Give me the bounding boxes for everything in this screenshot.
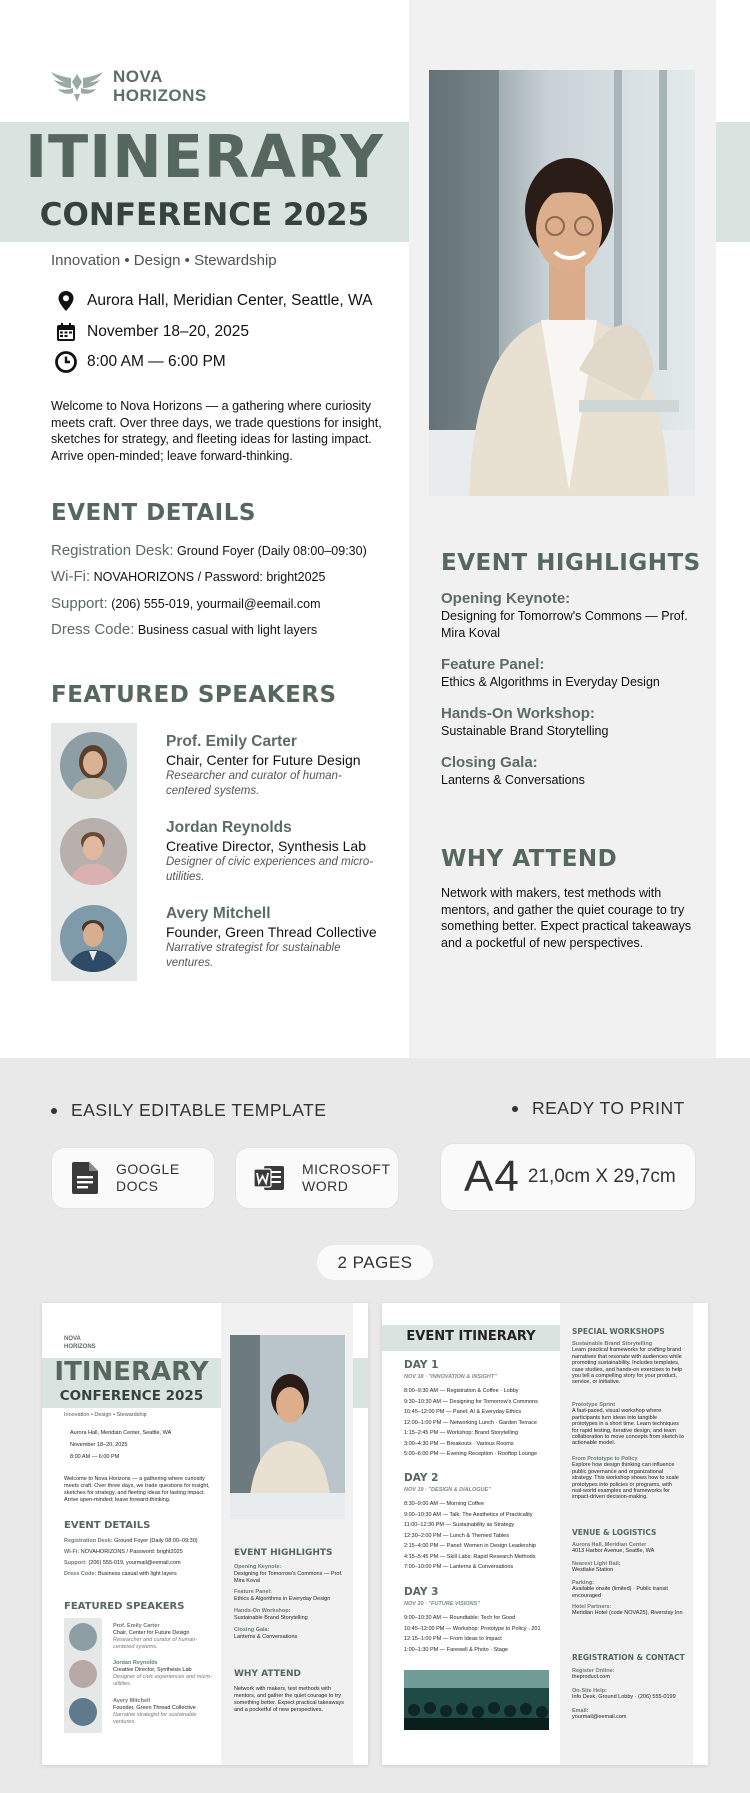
thumb-welcome: Welcome to Nova Horizons — a gathering where curiosity meets craft. Over three days, we trade questions for insight, sketches for strategy, and fleeting ideas for lasting impact. Arrive open-minded; leave forward-thinking. [64, 1476, 210, 1503]
thumb-time: 8:00 AM — 6:00 PM [70, 1454, 120, 1460]
time-text: 8:00 AM — 6:00 PM [87, 353, 226, 370]
schedule-row: 11:00–12:30 PM — Sustainability as Strategy [404, 1522, 515, 1528]
feature-print-label: READY TO PRINT [532, 1098, 685, 1118]
thumb2-venue-key: Nearest Light Rail: [572, 1561, 621, 1567]
page-title: ITINERARY [25, 122, 384, 191]
thumb-highlight-value: Lanterns & Conversations [234, 1634, 298, 1640]
thumb2-contact-key: Register Online: [572, 1668, 615, 1674]
schedule-row: 1:00–1:30 PM — Farewell & Photo · Stage [404, 1646, 508, 1653]
tagline: Innovation • Design • Stewardship [51, 252, 277, 269]
detail-value: NOVAHORIZONS / Password: bright2025 [93, 570, 326, 584]
calendar-icon [55, 321, 77, 343]
thumb-detail-1 [64, 1538, 198, 1545]
speaker-role: Creative Director, Synthesis Lab [166, 838, 366, 854]
thumb-brand-line2: HORIZONS [64, 1344, 96, 1350]
thumb-detail-2 [64, 1549, 183, 1556]
thumb-avatar-2 [69, 1660, 97, 1688]
thumb2-contact-key: On-Site Help: [572, 1688, 607, 1694]
thumb2-contact-value: yourmail@eemail.com [572, 1714, 627, 1721]
detail-support [51, 595, 321, 612]
bullet-dot [51, 1108, 57, 1114]
thumb2-audience-photo [404, 1670, 549, 1730]
thumb-brand [64, 1335, 96, 1351]
speaker-card-2 [166, 818, 386, 885]
schedule-row: 10:45–12:00 PM — Workshop: Prototype to Policy · 201 [404, 1625, 541, 1632]
speaker-avatar-2 [60, 818, 127, 885]
thumb2-venue-key: Parking: [572, 1580, 595, 1586]
thumb2-title: EVENT ITINERARY [406, 1329, 536, 1344]
bullet-dot [512, 1106, 518, 1112]
schedule-row: 10:45–12:00 PM — Panel: AI & Everyday Ethics [404, 1409, 522, 1415]
thumb2-workshops-heading: SPECIAL WORKSHOPS [572, 1327, 665, 1336]
feature-editable-label: EASILY EDITABLE TEMPLATE [71, 1100, 327, 1120]
thumb2-workshop-key: From Prototype to Policy [572, 1456, 638, 1462]
speaker-avatar-3 [60, 905, 127, 972]
thumb-detail-value: (206) 555-019, yourmail@eemail.com [88, 1560, 181, 1566]
thumb-dates: November 18–20, 2025 [70, 1442, 128, 1448]
thumb-speaker-2 [113, 1660, 213, 1688]
speaker-card-1 [166, 732, 386, 799]
schedule-row: 9:00–10:30 AM — Roundtable: Tech for Good [404, 1615, 516, 1621]
thumb2-venue-value: Available onsite (limited) · Public transit encouraged [572, 1586, 668, 1599]
speaker-description: Narrative strategist for sustainable ventures. [166, 942, 341, 969]
thumb2-day2-title: DAY 2 [404, 1472, 439, 1484]
thumb2-contact-value: theproduct.com [572, 1674, 610, 1681]
google-docs-label-line2: DOCS [116, 1178, 159, 1194]
thumb-speaker-name: Jordan Reynolds [113, 1660, 158, 1666]
schedule-row: 7:00–10:00 PM — Lanterns & Conversations [404, 1564, 514, 1570]
why-attend-text: Network with makers, test methods with mentors, and gather the quiet courage to try something better. Expect practical takeaways and a pocketful of new perspectives. [441, 886, 692, 950]
highlight-value: Lanterns & Conversations [441, 773, 585, 787]
thumb2-day1-theme: NOV 18 · "INNOVATION & INSIGHT" [404, 1374, 497, 1380]
thumb-speaker-desc: Narrative strategist for sustainable ventures. [113, 1712, 197, 1725]
featured-speakers-heading: FEATURED SPEAKERS [51, 682, 337, 708]
hero-photo [429, 70, 695, 496]
schedule-row: 2:15–4:00 PM — Panel: Women in Design Leadership [404, 1543, 536, 1549]
highlight-value: Sustainable Brand Storytelling [441, 724, 609, 738]
thumb-highlight-key: Feature Panel: [234, 1589, 272, 1595]
thumb-detail-key: Dress Code: [64, 1571, 97, 1577]
thumb2-workshop-value: A fast-paced, visual workshop where participants turn ideas into tangible prototypes in a short time. Learn techniques for rapid testing, iterative design, and team collaboration to move concepts from sketch to actionable model. [572, 1408, 684, 1447]
thumb2-venue-1 [572, 1542, 684, 1555]
detail-key: Dress Code: [51, 621, 135, 638]
thumb-speaker-role: Chair, Center for Future Design [113, 1630, 190, 1636]
detail-value: (206) 555-019, yourmail@eemail.com [111, 597, 321, 611]
brand-logo [49, 66, 207, 106]
speaker-avatar-1 [60, 732, 127, 799]
why-attend-heading: WHY ATTEND [441, 846, 618, 872]
detail-key: Wi-Fi: [51, 568, 91, 585]
speaker-description: Researcher and curator of human-centered systems. [166, 770, 342, 797]
thumb2-day1-schedule [404, 1386, 554, 1460]
page-1-thumbnail[interactable] [42, 1303, 368, 1765]
google-docs-label [116, 1161, 214, 1195]
thumb2-venue-3 [572, 1580, 684, 1599]
speaker-name: Avery Mitchell [166, 905, 271, 922]
highlight-key: Closing Gala: [441, 754, 538, 771]
microsoft-word-card[interactable] [235, 1147, 399, 1209]
location-text: Aurora Hall, Meridian Center, Seattle, WA [87, 292, 373, 309]
thumb-speaker-desc: Researcher and curator of human-centered systems. [113, 1637, 198, 1650]
brand-name-line2: HORIZONS [113, 86, 207, 105]
dates-text: November 18–20, 2025 [87, 323, 250, 340]
thumb2-workshop-1 [572, 1341, 684, 1386]
thumb-detail-3 [64, 1560, 181, 1567]
thumb-title: ITINERARY [54, 1357, 209, 1387]
event-highlights-heading: EVENT HIGHLIGHTS [441, 550, 701, 576]
thumb-avatar-3 [69, 1698, 97, 1726]
schedule-row: 12:00–1:00 PM — Networking Lunch · Garden Terrace [404, 1419, 537, 1426]
thumb-detail-key: Support: [64, 1560, 87, 1566]
thumb-highlight-4 [234, 1627, 346, 1641]
event-details-heading: EVENT DETAILS [51, 500, 256, 526]
schedule-row: 1:15–2:45 PM — Workshop: Brand Storytelling [404, 1430, 518, 1436]
thumb2-day3-schedule [404, 1613, 554, 1655]
schedule-row: 9:00–10:30 AM — Talk: The Aesthetics of Practicality [404, 1511, 533, 1518]
thumb-highlight-1 [234, 1564, 346, 1585]
thumb-detail-4 [64, 1571, 177, 1578]
microsoft-word-label [302, 1161, 398, 1195]
thumb-speakers-heading: FEATURED SPEAKERS [64, 1601, 185, 1612]
highlight-value: Ethics & Algorithms in Everyday Design [441, 675, 660, 689]
highlight-feature-panel [441, 655, 696, 691]
thumb2-day3-title: DAY 3 [404, 1586, 439, 1598]
speaker-card-3 [166, 904, 386, 971]
thumb2-day3-theme: NOV 20 · "FUTURE VISIONS" [404, 1601, 480, 1607]
thumb2-contact-3 [572, 1708, 684, 1721]
thumb-subtitle: CONFERENCE 2025 [59, 1388, 204, 1404]
speaker-description: Designer of civic experiences and micro-utilities. [166, 856, 374, 883]
word-icon [254, 1164, 284, 1192]
paper-size-card [440, 1143, 696, 1211]
title-band-edge [716, 122, 750, 242]
highlight-closing-gala [441, 753, 696, 789]
thumb-why-text: Network with makers, test methods with mentors, and gather the quiet courage to try something better. Expect practical takeaways and a pocketful of new perspectives. [234, 1686, 345, 1713]
thumb-title-band-edge [353, 1358, 368, 1408]
speaker-role: Founder, Green Thread Collective [166, 924, 377, 940]
highlight-key: Hands-On Workshop: [441, 705, 595, 722]
schedule-row: 5:00–6:00 PM — Evening Reception · Rooftop Lounge [404, 1451, 538, 1457]
schedule-row: 12:15–1:00 PM — From Ideas to Impact [404, 1636, 502, 1642]
thumb2-venue-heading: VENUE & LOGISTICS [572, 1528, 657, 1537]
paper-format: A4 [464, 1152, 520, 1201]
highlight-key: Feature Panel: [441, 656, 545, 673]
thumb2-venue-key: Hotel Partners: [572, 1604, 612, 1610]
schedule-row: 9:30–10:30 AM — Designing for Tomorrow's Commons [404, 1398, 538, 1405]
thumb-highlight-value: Ethics & Algorithms in Everyday Design [234, 1596, 331, 1602]
page-2-thumbnail[interactable] [382, 1303, 708, 1765]
page-subtitle: CONFERENCE 2025 [39, 197, 370, 233]
thumb2-workshop-key: Sustainable Brand Storytelling [572, 1341, 653, 1347]
thumb2-venue-value: Westlake Station [572, 1567, 614, 1574]
thumb-detail-value: NOVAHORIZONS / Password: bright2025 [80, 1549, 183, 1555]
thumb-brand-line1: NOVA [64, 1336, 81, 1342]
thumb-speaker-name: Avery Mitchell [113, 1698, 151, 1704]
thumb2-workshop-3 [572, 1456, 684, 1501]
detail-registration [51, 542, 367, 559]
detail-value: Business casual with light layers [137, 623, 318, 637]
thumb-tagline: Innovation • Design • Stewardship [64, 1412, 147, 1418]
thumb2-workshop-2 [572, 1402, 684, 1447]
feature-editable [51, 1100, 326, 1121]
paper-dimensions: 21,0cm X 29,7cm [527, 1166, 676, 1187]
speaker-name: Prof. Emily Carter [166, 733, 297, 750]
thumb-highlight-key: Closing Gala: [234, 1627, 270, 1633]
thumb-detail-value: Business casual with light layers [97, 1571, 177, 1577]
detail-key: Registration Desk: [51, 542, 174, 559]
schedule-row: 12:30–2:00 PM — Lunch & Themed Tables [404, 1532, 509, 1539]
thumb-speaker-role: Creative Director, Synthesis Lab [113, 1667, 192, 1673]
pages-count-pill: 2 PAGES [317, 1245, 433, 1280]
thumb-highlights-heading: EVENT HIGHLIGHTS [234, 1548, 333, 1558]
welcome-paragraph: Welcome to Nova Horizons — a gathering where curiosity meets craft. Over three days, we trade questions for insight, sketches for strategy, and fleeting ideas for lasting impact. Arrive open-minded; leave forward-thinking. [51, 399, 382, 463]
highlight-workshop [441, 704, 696, 740]
thumb2-contact-2 [572, 1688, 684, 1701]
schedule-row: 3:00–4:30 PM — Breakouts · Various Rooms [404, 1440, 514, 1447]
clock-icon [55, 351, 77, 373]
feature-print [512, 1098, 685, 1119]
thumb-why-heading: WHY ATTEND [234, 1669, 302, 1679]
thumb2-contact-1 [572, 1668, 684, 1681]
thumb2-workshop-value: Learn practical frameworks for crafting brand narratives that resonate with audiences while promoting sustainability. Includes templates, case studies, and hands-on exercises to help you tell a compelling story for your product, service, or initiative. [572, 1347, 683, 1386]
detail-wifi [51, 568, 325, 585]
brand-name-line1: NOVA [113, 67, 163, 86]
dates-row [55, 321, 249, 343]
thumb-speaker-desc: Designer of civic experiences and micro-utilities. [113, 1674, 213, 1687]
time-row [55, 351, 226, 373]
microsoft-word-label-line1: MICROSOFT [302, 1161, 391, 1177]
thumb-avatar-1 [69, 1623, 97, 1651]
thumb-highlight-key: Hands-On Workshop: [234, 1608, 291, 1614]
detail-dress-code [51, 621, 317, 638]
thumb2-workshop-key: Prototype Sprint [572, 1402, 616, 1408]
thumb-speaker-3 [113, 1698, 213, 1726]
brand-name [113, 67, 207, 105]
thumb2-contact-heading: REGISTRATION & CONTACT [572, 1653, 685, 1662]
speaker-name: Jordan Reynolds [166, 819, 292, 836]
highlight-value: Designing for Tomorrow's Commons — Prof. Mira Koval [441, 609, 688, 640]
thumb-highlight-2 [234, 1589, 346, 1603]
thumb2-venue-2 [572, 1561, 684, 1574]
thumb-event-details-heading: EVENT DETAILS [64, 1520, 151, 1531]
thumb2-venue-value: Meridian Hotel (code NOVA25), Riverstay Inn [572, 1610, 683, 1617]
thumb-highlight-key: Opening Keynote: [234, 1564, 282, 1570]
microsoft-word-label-line2: WORD [302, 1178, 349, 1194]
detail-value: Ground Foyer (Daily 08:00–09:30) [177, 544, 367, 558]
thumb2-workshop-value: Explore how design thinking can influence public governance and organizational strategy. This workshop shows how to scale prototypes into policies or programs, with real-world examples and frameworks for impact-driven decision-making. [572, 1462, 679, 1501]
document-icon [72, 1162, 98, 1194]
schedule-row: 4:15–5:45 PM — Skill Labs: Rapid Research Methods [404, 1553, 536, 1560]
detail-key: Support: [51, 595, 108, 612]
thumb2-day2-schedule [404, 1499, 554, 1573]
thumb2-day2-theme: NOV 19 · "DESIGN & DIALOGUE" [404, 1487, 491, 1493]
thumb-highlight-3 [234, 1608, 346, 1622]
thumb2-venue-4 [572, 1604, 684, 1617]
thumb-location: Aurora Hall, Meridian Center, Seattle, WA [70, 1430, 172, 1436]
google-docs-card[interactable] [51, 1147, 215, 1209]
thumb-speaker-name: Prof. Emily Carter [113, 1623, 160, 1629]
thumb2-venue-value: 4013 Harbor Avenue, Seattle, WA [572, 1548, 655, 1555]
schedule-row: 8:30–9:00 AM — Morning Coffee [404, 1501, 485, 1507]
thumb-highlight-value: Sustainable Brand Storytelling [234, 1615, 308, 1621]
thumb-detail-value: Ground Foyer (Daily 08:00–09:30) [114, 1538, 198, 1544]
highlight-key: Opening Keynote: [441, 590, 571, 607]
speaker-role: Chair, Center for Future Design [166, 752, 361, 768]
thumb2-contact-value: Info Desk, Ground Lobby · (206) 555-0199 [572, 1694, 676, 1701]
location-row [55, 290, 372, 312]
location-pin-icon [55, 290, 77, 312]
thumb-speaker-role: Founder, Green Thread Collective [113, 1705, 196, 1711]
thumb2-contact-key: Email: [572, 1708, 589, 1714]
thumb2-day1-title: DAY 1 [404, 1359, 439, 1371]
thumb-detail-key: Wi-Fi: [64, 1549, 80, 1555]
thumb-detail-key: Registration Desk: [64, 1538, 113, 1544]
thumb-highlight-value: Designing for Tomorrow's Commons — Prof. Mira Koval [234, 1571, 343, 1584]
thumb2-venue-key: Aurora Hall, Meridian Center [572, 1542, 647, 1548]
google-docs-label-line1: GOOGLE [116, 1161, 180, 1177]
thumb-hero-photo [230, 1335, 345, 1519]
highlight-opening-keynote [441, 589, 696, 641]
thumb-speaker-1 [113, 1623, 213, 1651]
wing-emblem-icon [49, 66, 105, 106]
schedule-row: 8:00–9:30 AM — Registration & Coffee · Lobby [404, 1388, 519, 1394]
